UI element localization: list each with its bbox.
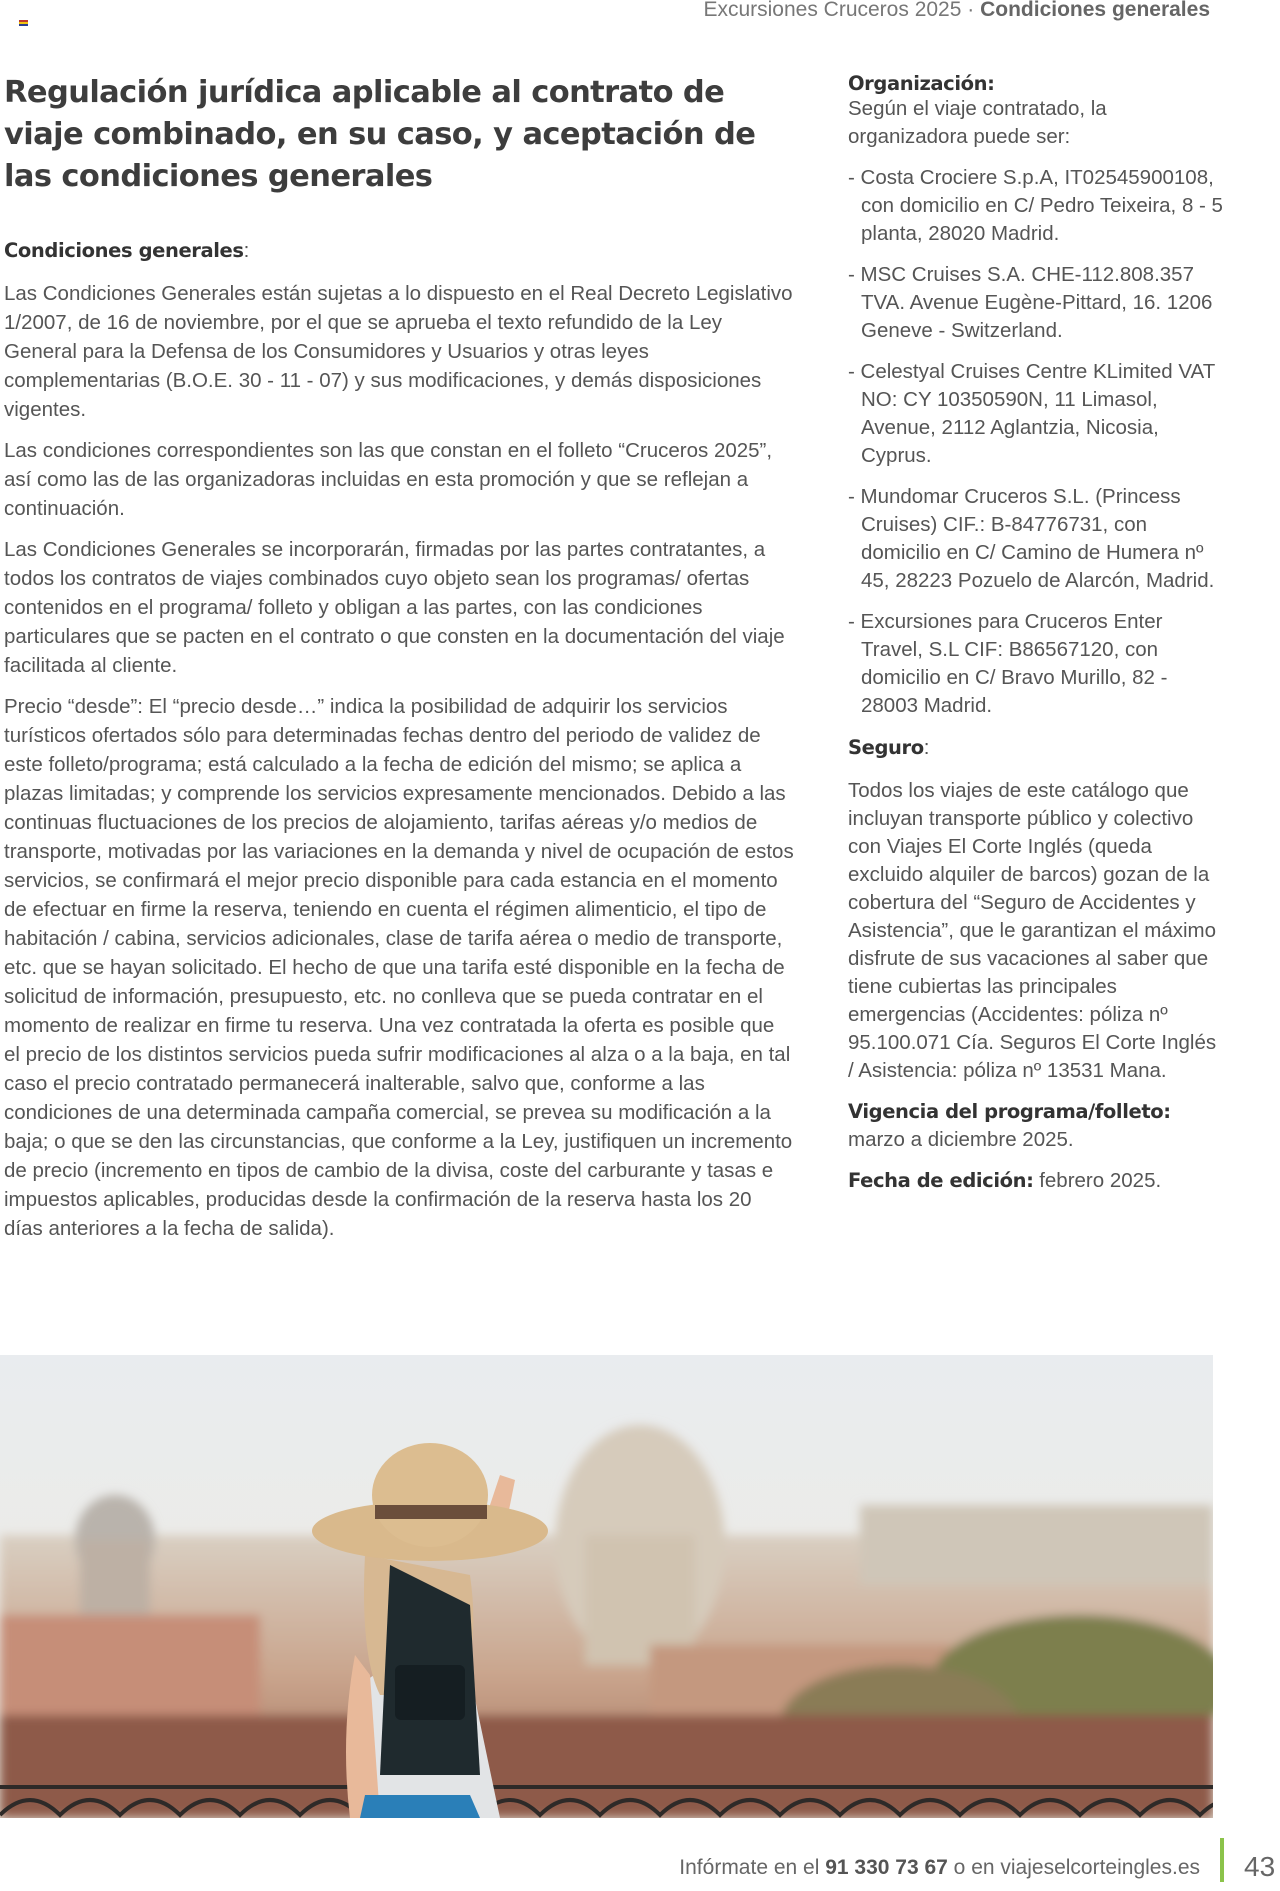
organization-label: Organización:: [848, 72, 995, 95]
footer-contact: [679, 1856, 1200, 1880]
insurance-label: Seguro: [848, 736, 924, 759]
conditions-colon: :: [243, 239, 250, 262]
insurance-colon: :: [923, 736, 930, 759]
insurance-text: Todos los viajes de este catálogo que incluyan transporte público y colectivo con Viajes El Corte Inglés (queda excluido alquiler de barcos) gozan de la cobertura del “Seguro de Accidentes y Asistencia”, que le garantizan el máximo disfrute de sus vacaciones al saber que tiene cubiertas las principales emergencias (Accidentes: póliza nº 95.100.071 Cía. Seguros El Corte Inglés / Asistencia: póliza nº 13531 Mana.: [848, 779, 1217, 1082]
edition-label: Fecha de edición:: [848, 1169, 1034, 1192]
organization-intro: Según el viaje contratado, la organizadora puede ser:: [848, 97, 1107, 148]
organizer-item: - MSC Cruises S.A. CHE-112.808.357 TVA. Avenue Eugène-Pittard, 16. 1206 Geneve - Switzerland.: [848, 263, 1213, 342]
organizer-item: - Celestyal Cruises Centre KLimited VAT NO: CY 10350590N, 11 Limasol, Avenue, 2112 Aglantzia, Nicosia, Cyprus.: [848, 360, 1215, 467]
paragraph: Las condiciones correspondientes son las que constan en el folleto “Cruceros 2025”, así como las de las organizadoras incluidas en esta promoción y que se reflejan a continuación.: [4, 439, 773, 520]
edition-value: febrero 2025.: [1033, 1169, 1162, 1192]
organizer-item: - Mundomar Cruceros S.L. (Princess Cruises) CIF.: B-84776731, con domicilio en C/ Camino de Humera nº 45, 28223 Pozuelo de Alarcón, Madrid.: [848, 485, 1215, 592]
footer-website-link[interactable]: viajeselcorteingles.es: [1000, 1856, 1200, 1879]
organizer-item: - Costa Crociere S.p.A, IT02545900108, con domicilio en C/ Pedro Teixeira, 8 - 5 planta, 28020 Madrid.: [848, 166, 1223, 245]
travel-photo: [0, 1355, 1213, 1818]
validity-label: Vigencia del programa/folleto:: [848, 1100, 1171, 1123]
header-section: Excursiones Cruceros 2025: [703, 0, 962, 21]
organizer-item: - Excursiones para Cruceros Enter Travel, S.L CIF: B86567120, con domicilio en C/ Bravo Murillo, 82 - 28003 Madrid.: [848, 610, 1168, 717]
paragraph: Las Condiciones Generales se incorporarán, firmadas por las partes contratantes, a todos los contratos de viajes combinados cuyo objeto sean los programas/ ofertas contenidos en el programa/ folleto y obligan a las partes, con las condiciones particulares que se pacten en el contrato o que consten en la documentación del viaje facilitada al cliente.: [4, 538, 785, 677]
header-title: Condiciones generales: [980, 0, 1210, 21]
edition-date: [848, 1167, 1223, 1197]
page-title: Regulación jurídica aplicable al contrato de viaje combinado, en su caso, y aceptación de las condiciones generales: [4, 75, 756, 194]
footer-middle: o en: [947, 1856, 1001, 1879]
footer-prefix: Infórmate en el: [679, 1856, 826, 1879]
paragraph: Las Condiciones Generales están sujetas a lo dispuesto en el Real Decreto Legislativo 1/2007, de 16 de noviembre, por el que se aprueba el texto refundido de la Ley General para la Defensa de los Consumidores y Usuarios y otras leyes complementarias (B.O.E. 30 - 11 - 07) y sus modificaciones, y demás disposiciones vigentes.: [4, 282, 793, 421]
page-footer: [0, 1838, 1280, 1888]
page-number: 43: [1244, 1851, 1276, 1882]
footer-phone[interactable]: 91 330 73 67: [825, 1856, 948, 1879]
header-separator: ·: [961, 0, 981, 21]
flag-icon: [19, 20, 28, 26]
validity-block: [848, 1098, 1223, 1154]
footer-divider: [1220, 1838, 1224, 1882]
main-column: [4, 72, 794, 1255]
insurance-heading: [848, 733, 1223, 764]
sidebar-column: [848, 72, 1223, 1197]
conditions-label: Condiciones generales: [4, 239, 244, 262]
paragraph: Precio “desde”: El “precio desde…” indica la posibilidad de adquirir los servicios turísticos ofertados sólo para determinadas fechas dentro del periodo de validez de este folleto/programa; está calculado a la fecha de edición del mismo; se aplica a plazas limitadas; y comprende los servicios expresamente mencionados. Debido a las continuas fluctuaciones de los precios de alojamiento, tarifas aéreas y/o medios de transporte, motivadas por las variaciones en la demanda y nivel de ocupación de estos servicios, se confirmará el mejor precio disponible para cada estancia en el momento de efectuar en firme la reserva, teniendo en cuenta el régimen alimenticio, el tipo de habitación / cabina, servicios adicionales, clase de tarifa aérea o medio de transporte, etc. que se hayan solicitado. El hecho de que una tarifa esté disponible en la fecha de solicitud de información, presupuesto, etc. no conlleva que se pueda contratar en el momento de realizar en firme tu reserva. Una vez contratada la oferta es posible que el precio de los distintos servicios pueda sufrir modificaciones al alza o a la baja, en tal caso el precio contratado permanecerá inalterable, salvo que, conforme a las condiciones de una determinada campaña comercial, se prevea su modificación a la baja; o que se den las circunstancias, que conforme a la Ley, justifiquen un incremento de precio (incremento en tipos de cambio de la divisa, coste del carburante y tasas e impuestos aplicables, producidas desde la confirmación de la reserva hasta los 20 días anteriores a la fecha de salida).: [4, 695, 794, 1240]
page-header: [703, 0, 1210, 22]
conditions-heading: [4, 236, 794, 267]
validity-value: marzo a diciembre 2025.: [848, 1128, 1074, 1151]
